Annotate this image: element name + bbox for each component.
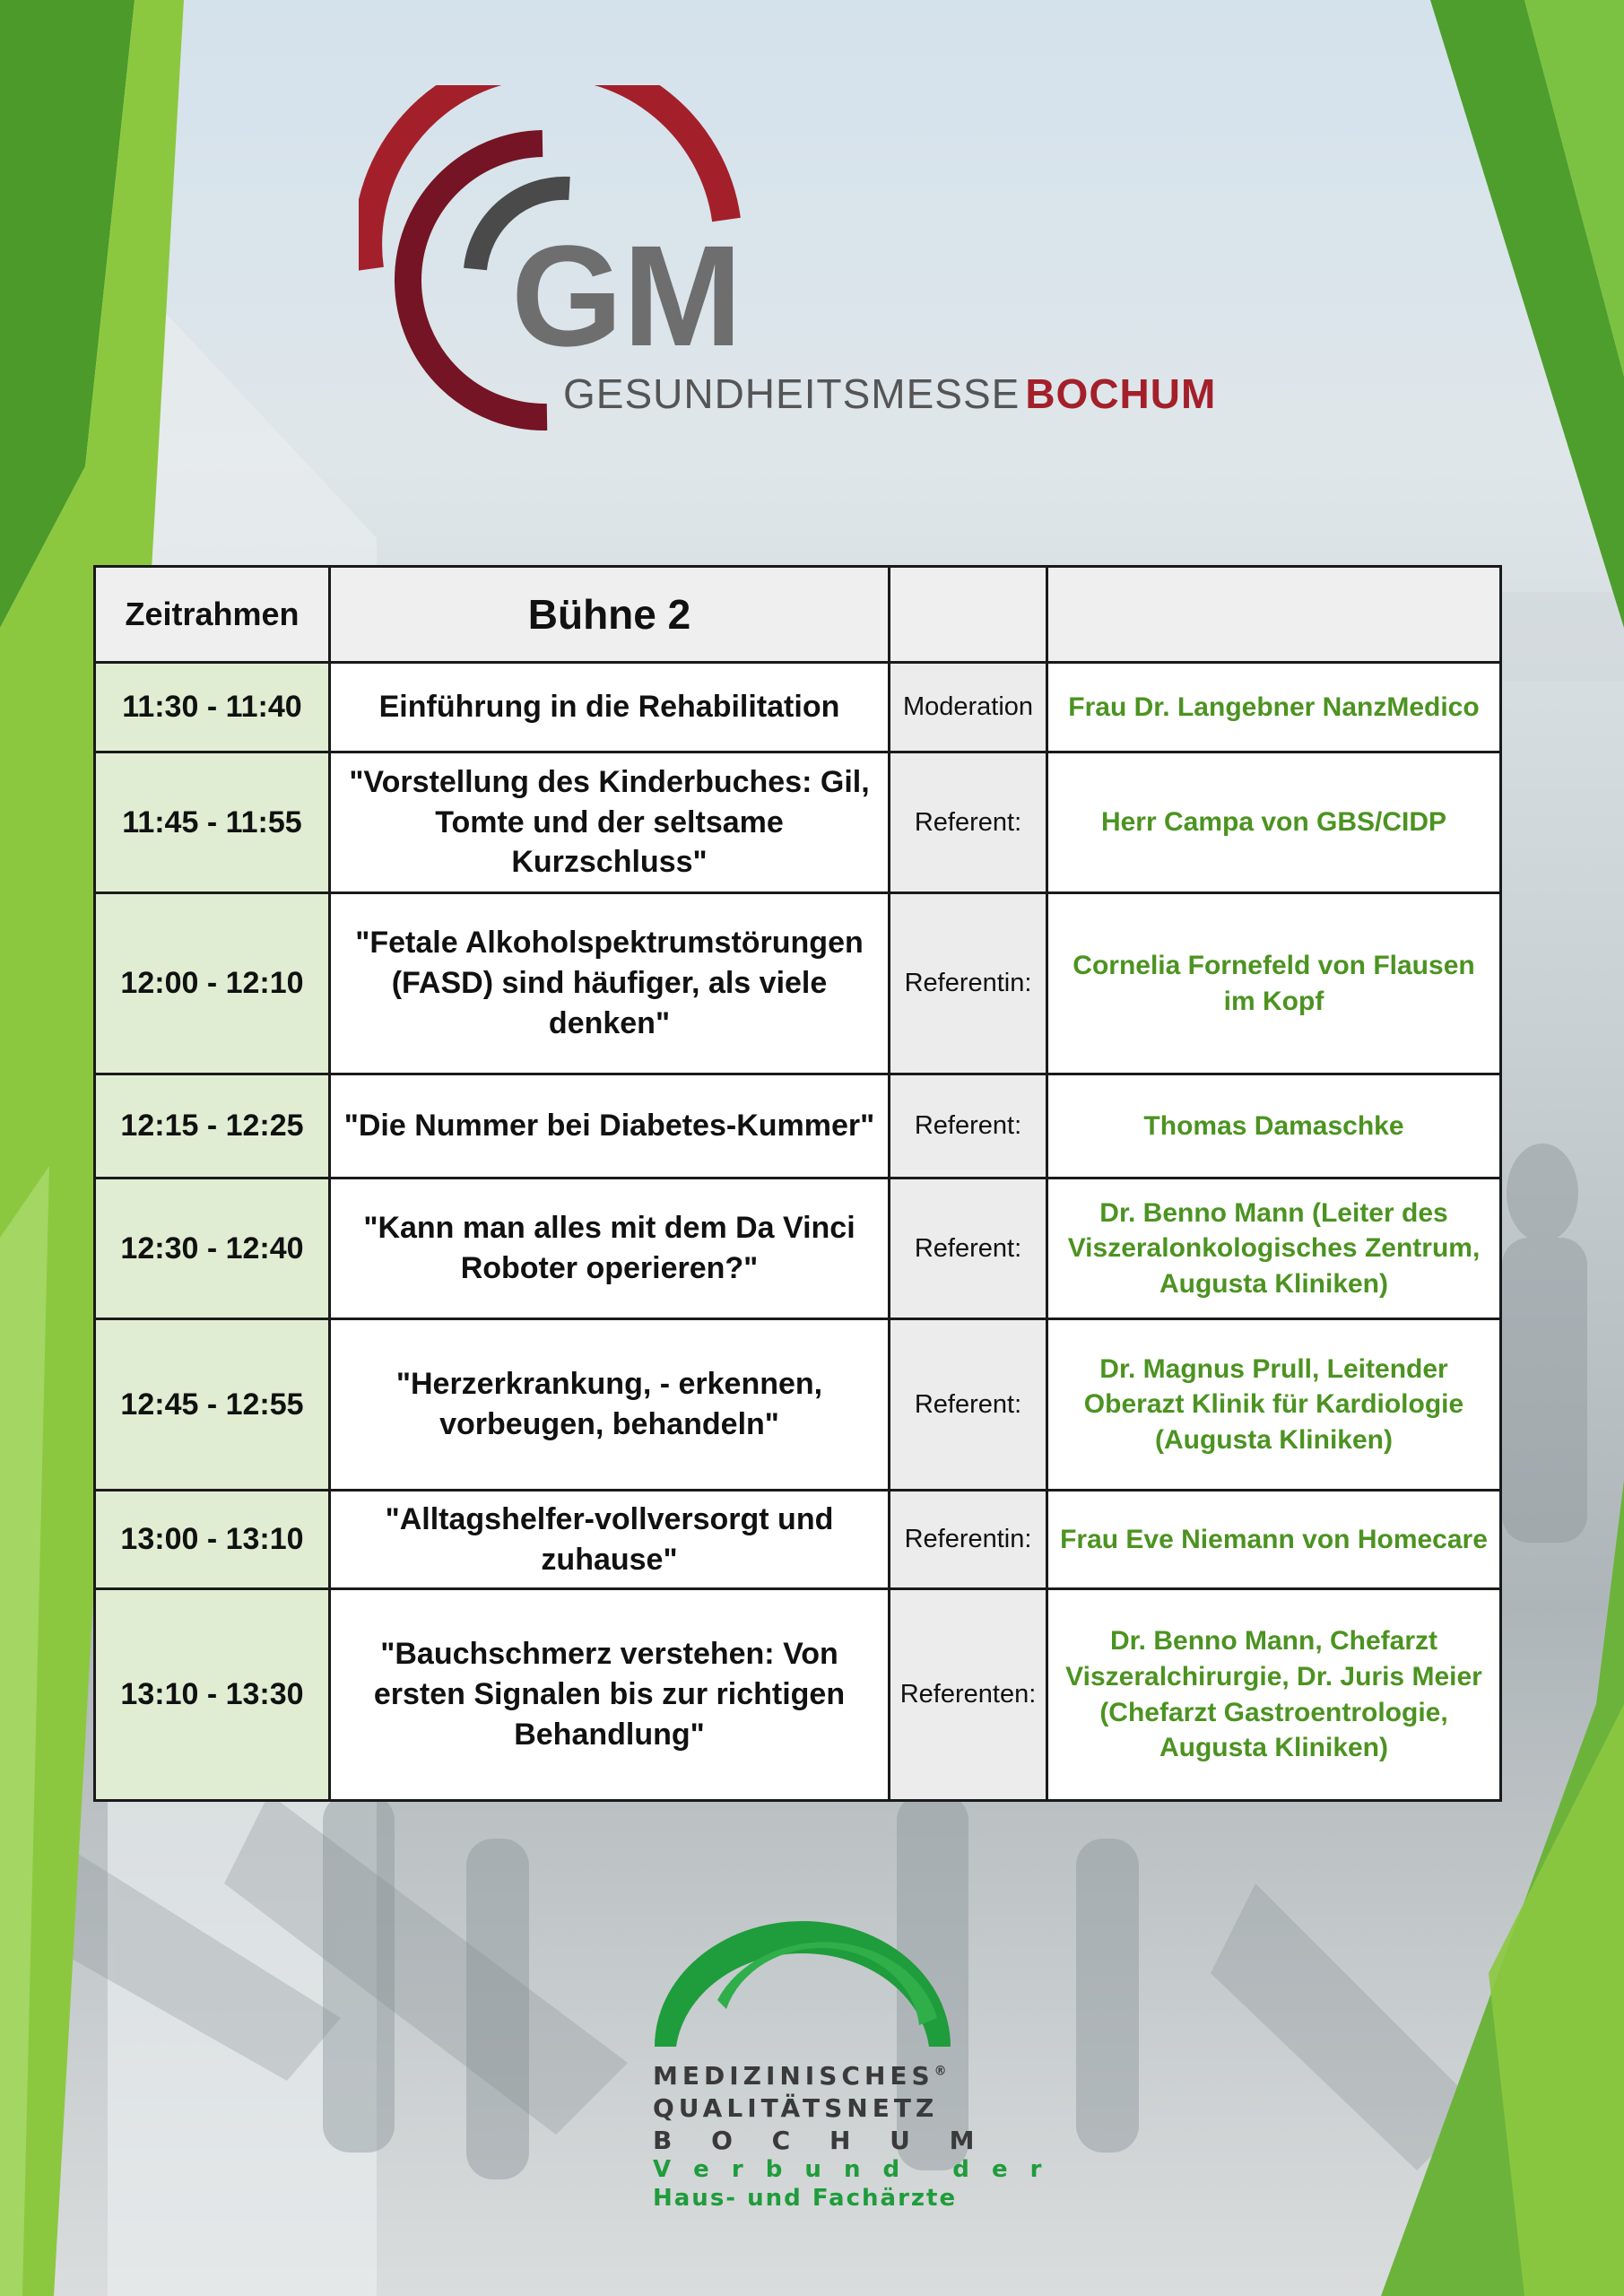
row-role: Referentin: [890,893,1047,1074]
row-title: "Herzerkrankung, - erkennen, vorbeugen, behandeln" [330,1319,890,1491]
table-row [95,1589,1501,1801]
table-row [95,1178,1501,1319]
logo-line-bochum: B O C H U M [653,2126,990,2155]
row-speaker: Thomas Damaschke [1047,1074,1501,1178]
schedule-table [93,565,1502,1802]
column-header-time: Zeitrahmen [95,567,330,663]
column-header-role [890,567,1047,663]
row-time: 11:45 - 11:55 [95,752,330,893]
row-role: Referent: [890,752,1047,893]
row-speaker: Frau Eve Niemann von Homecare [1047,1491,1501,1589]
row-speaker: Frau Dr. Langebner NanzMedico [1047,663,1501,752]
row-speaker: Herr Campa von GBS/CIDP [1047,752,1501,893]
row-role: Moderation [890,663,1047,752]
row-role: Referent: [890,1074,1047,1178]
row-title: Einführung in die Rehabilitation [330,663,890,752]
row-speaker: Dr. Benno Mann, Chefarzt Viszeralchirurgie, Dr. Juris Meier (Chefarzt Gastroentrologie, Augusta Kliniken) [1047,1589,1501,1801]
gesundheitsmesse-logo [359,85,1220,435]
row-time: 12:15 - 12:25 [95,1074,330,1178]
logo-wordmark [563,370,1216,417]
row-role: Referenten: [890,1589,1047,1801]
row-time: 12:00 - 12:10 [95,893,330,1074]
row-speaker: Cornelia Fornefeld von Flausen im Kopf [1047,893,1501,1074]
row-title: "Vorstellung des Kinderbuches: Gil, Tomte und der seltsame Kurzschluss" [330,752,890,893]
table-row [95,893,1501,1074]
row-title: "Alltagshelfer-vollversorgt und zuhause" [330,1491,890,1589]
logo-green-arch-icon [646,1919,977,2063]
column-header-speaker [1047,567,1501,663]
logo-word-bochum: BOCHUM [1025,370,1217,417]
row-time: 11:30 - 11:40 [95,663,330,752]
table-row [95,1491,1501,1589]
logo-line-verbund: V e r b u n d d e r [653,2156,1049,2183]
logo-mark: GM [511,215,743,376]
table-row [95,752,1501,893]
row-time: 12:30 - 12:40 [95,1178,330,1319]
logo-text-medizinisches: MEDIZINISCHES [653,2061,934,2091]
row-title: "Die Nummer bei Diabetes-Kummer" [330,1074,890,1178]
logo-line-hausaerzte: Haus- und Fachärzte [653,2185,958,2212]
row-role: Referentin: [890,1491,1047,1589]
row-time: 12:45 - 12:55 [95,1319,330,1491]
row-role: Referent: [890,1178,1047,1319]
table-row [95,663,1501,752]
row-title: "Bauchschmerz verstehen: Von ersten Signalen bis zur richtigen Behandlung" [330,1589,890,1801]
logo-word-gesundheitsmesse: GESUNDHEITSMESSE [563,370,1020,417]
row-time: 13:10 - 13:30 [95,1589,330,1801]
row-speaker: Dr. Benno Mann (Leiter des Viszeralonkologisches Zentrum, Augusta Kliniken) [1047,1178,1501,1319]
table-row [95,1319,1501,1491]
table-row [95,1074,1501,1178]
row-time: 13:00 - 13:10 [95,1491,330,1589]
row-title: "Kann man alles mit dem Da Vinci Roboter operieren?" [330,1178,890,1319]
row-title: "Fetale Alkoholspektrumstörungen (FASD) sind häufiger, als viele denken" [330,893,890,1074]
registered-mark: ® [934,2064,947,2079]
column-header-stage: Bühne 2 [330,567,890,663]
logo-line-qualitaetsnetz: QUALITÄTSNETZ [653,2093,939,2123]
qualitaetsnetz-logo [646,1919,1049,2224]
table-header-row [95,567,1501,663]
logo-line-medizinisches [653,2061,947,2091]
row-speaker: Dr. Magnus Prull, Leitender Oberazt Klinik für Kardiologie (Augusta Kliniken) [1047,1319,1501,1491]
row-role: Referent: [890,1319,1047,1491]
